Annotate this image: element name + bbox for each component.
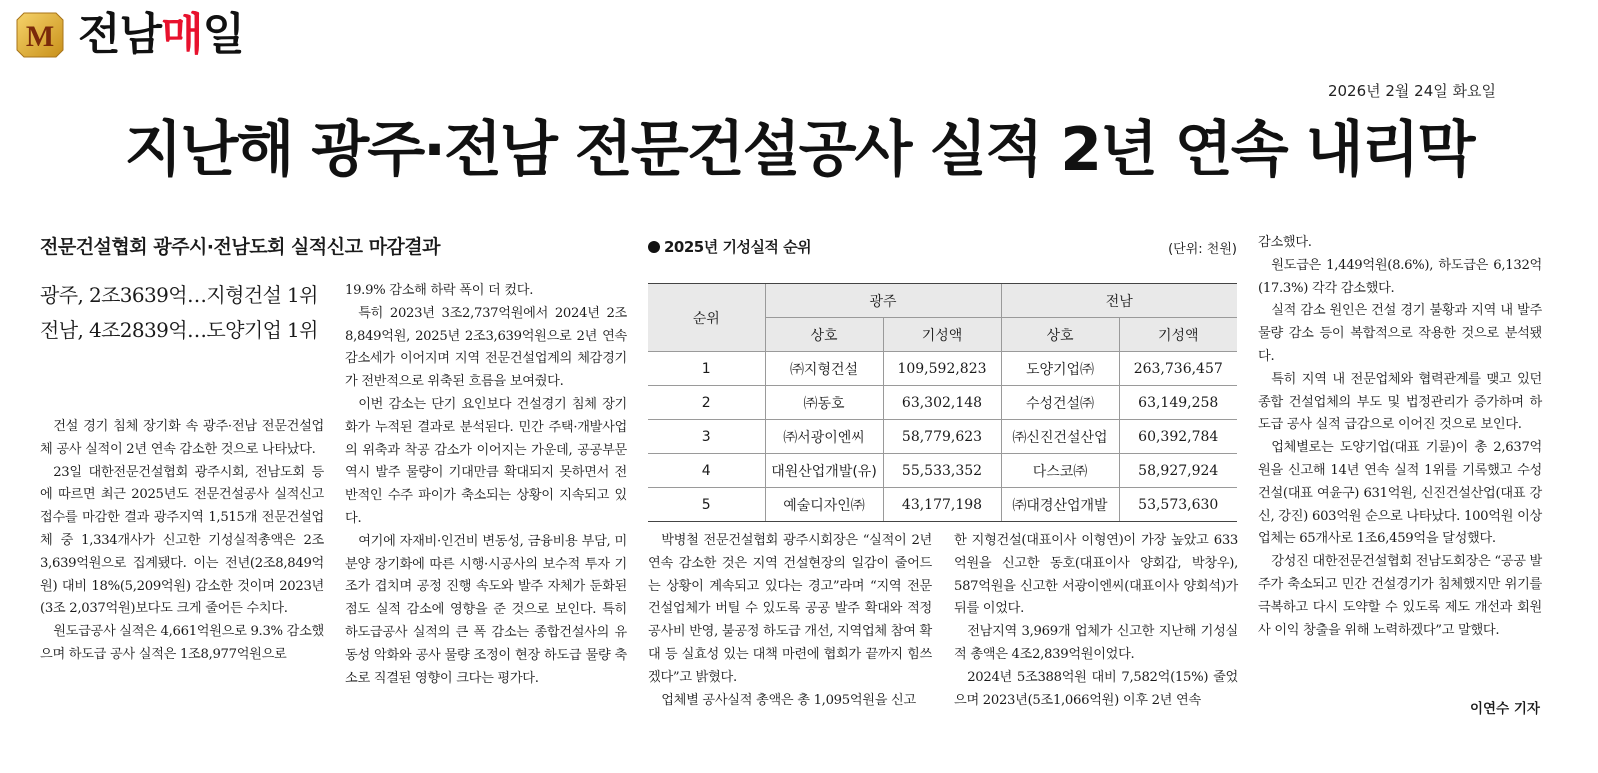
paragraph: 특히 2023년 3조2,737억원에서 2024년 2조8,849억원, 2025년 2조3,639억원으로 2년 연속 감소세가 이어지며 지역 전문건설업계의 체감경기가 전반적으로 위축된 흐름을 보여줬다. [345, 305, 627, 390]
paragraph: 업체별 공사실적 총액은 총 1,095억원을 신고 [661, 692, 916, 708]
paragraph: 23일 대한전문건설협회 광주시회, 전남도회 등에 따르면 최근 2025년도 전문건설공사 실적신고 접수를 마감한 결과 광주지역 1,515개 전문건설업체 중 1,334개사가 신고한 기성실적총액은 2조3,639억원으로 집계됐다. 이는 전년(2조8,849억원) 대비 18%(5,209억원) 감소한 것이며 2023년(3조 2,037억원)보다도 크게 줄어든 수치다. [40, 464, 324, 617]
table-row [648, 420, 1237, 454]
cell-company: 다스코㈜ [1001, 454, 1119, 488]
table-title [648, 236, 811, 257]
cell-rank: 5 [648, 488, 765, 522]
cell-company: ㈜대경산업개발 [1001, 488, 1119, 522]
paragraph: 전남지역 3,969개 업체가 신고한 지난해 기성실적 총액은 4조2,839억원이었다. [954, 624, 1238, 662]
cell-company: 도양기업㈜ [1001, 352, 1119, 386]
brand-name-part2: 일 [202, 9, 245, 60]
paragraph: 이번 감소는 단기 요인보다 건설경기 침체 장기화가 누적된 결과로 분석된다. 민간 주택·개발사업의 위축과 착공 감소가 이어지는 가운데, 공공부문 역시 발주 물량이 기대만큼 확대되지 못하면서 전반적인 수주 파이가 축소되는 상황이 지속되고 있다. [345, 396, 627, 526]
paragraph: 원도급공사 실적은 4,661억원으로 9.3% 감소했으며 하도급 공사 실적은 1조8,977억원으로 [40, 624, 324, 662]
bullet-icon [648, 241, 660, 253]
cell-company: ㈜동호 [765, 386, 883, 420]
cell-company: ㈜지형건설 [765, 352, 883, 386]
paragraph: 여기에 자재비·인건비 변동성, 금융비용 부담, 미분양 장기화에 따른 시행·시공사의 보수적 투자 기조가 겹치며 공정 진행 속도와 발주 자체가 둔화된 점도 실적 감소에 영향을 준 것으로 보인다. 특히 하도급공사 실적의 큰 폭 감소는 종합건설사의 유동성 악화와 공사 물량 조정이 현장 하도급 물량 축소로 직결된 영향이 크다는 평가다. [345, 533, 627, 686]
table-row [648, 386, 1237, 420]
article-column-1 [40, 416, 324, 667]
cell-amount: 43,177,198 [883, 488, 1001, 522]
cell-amount: 58,927,924 [1119, 454, 1237, 488]
cell-amount: 63,149,258 [1119, 386, 1237, 420]
cell-amount: 55,533,352 [883, 454, 1001, 488]
paragraph: 감소했다. [1258, 235, 1312, 250]
header-jeonnam: 전남 [1001, 284, 1237, 318]
header-gwangju: 광주 [765, 284, 1001, 318]
header-amount: 기성액 [883, 318, 1001, 352]
paragraph: 실적 감소 원인은 건설 경기 불황과 지역 내 발주 물량 감소 등이 복합적으로 작용한 것으로 분석됐다. [1258, 303, 1542, 364]
cell-amount: 53,573,630 [1119, 488, 1237, 522]
cell-amount: 58,779,623 [883, 420, 1001, 454]
cell-company: 수성건설㈜ [1001, 386, 1119, 420]
article-kicker: 전문건설협회 광주시·전남도회 실적신고 마감결과 [40, 236, 440, 258]
article-column-2 [345, 280, 627, 690]
brand-name-red: 매 [161, 9, 203, 60]
reporter-byline: 이연수 기자 [1470, 701, 1540, 717]
article-subhead: 광주, 2조3639억…지형건설 1위 [40, 283, 318, 307]
article-column-5 [1258, 232, 1542, 642]
brand-logo-icon[interactable] [16, 12, 64, 58]
paragraph: 원도급은 1,449억원(8.6%), 하도급은 6,132억(17.3%) 각각 감소했다. [1258, 257, 1542, 296]
issue-date: 2026년 2월 24일 화요일 [1327, 82, 1496, 100]
cell-company: 예술디자인㈜ [765, 488, 883, 522]
article-column-3 [648, 530, 932, 712]
article-subhead: 전남, 4조2839억…도양기업 1위 [40, 318, 318, 342]
paragraph: 박병철 전문건설협회 광주시회장은 “실적이 2년 연속 감소한 것은 지역 건설현장의 일감이 줄어드는 상황이 계속되고 있다는 경고”라며 “지역 전문건설업체가 버틸 수 있도록 공공 발주 확대와 적정공사비 반영, 불공정 하도급 개선, 지역업체 참여 확대 등 실효성 있는 대책 마련에 협회가 끝까지 힘쓰겠다”고 밝혔다. [648, 533, 932, 685]
cell-amount: 60,392,784 [1119, 420, 1237, 454]
cell-company: 대원산업개발(유) [765, 454, 883, 488]
cell-company: ㈜신진건설산업 [1001, 420, 1119, 454]
ranking-table [648, 283, 1237, 522]
paragraph: 2024년 5조388억원 대비 7,582억(15%) 줄었으며 2023년(5조1,066억원) 이후 2년 연속 [954, 669, 1238, 708]
cell-rank: 3 [648, 420, 765, 454]
paragraph: 한 지형건설(대표이사 이형연)이 가장 높았고 633억원을 신고한 동호(대표이사 양회갑, 박창우), 587억원을 신고한 서광이엔씨(대표이사 양회석)가 뒤를 이었다. [954, 533, 1238, 617]
cell-amount: 63,302,148 [883, 386, 1001, 420]
cell-company: ㈜서광이엔씨 [765, 420, 883, 454]
table-row [648, 454, 1237, 488]
paragraph: 특히 지역 내 전문업체와 협력관계를 맺고 있던 종합 건설업체의 부도 및 법정관리가 증가하며 하도급 공사 실적 급감으로 이어진 것으로 보인다. [1258, 371, 1542, 433]
article-headline: 지난해 광주·전남 전문건설공사 실적 2년 연속 내리막 [124, 115, 1474, 185]
paragraph: 19.9% 감소해 하락 폭이 더 컸다. [345, 283, 534, 298]
brand-name-part1: 전남 [78, 9, 162, 60]
paragraph: 건설 경기 침체 장기화 속 광주·전남 전문건설업체 공사 실적이 2년 연속 감소한 것으로 나타났다. [40, 419, 324, 457]
table-header-row [648, 284, 1237, 318]
header-company: 상호 [1001, 318, 1119, 352]
brand-name[interactable] [78, 8, 244, 62]
header-rank: 순위 [648, 284, 765, 352]
cell-rank: 1 [648, 352, 765, 386]
table-row [648, 488, 1237, 522]
article-column-4 [954, 530, 1238, 712]
header-amount: 기성액 [1119, 318, 1237, 352]
cell-amount: 109,592,823 [883, 352, 1001, 386]
table-row [648, 352, 1237, 386]
paragraph: 업체별로는 도양기업(대표 기륜)이 총 2,637억원을 신고해 14년 연속 실적 1위를 기록했고 수성건설(대표 여윤구) 631억원, 신진건설산업(대표 강신, 강진) 603억원 순으로 나타났다. 100억원 이상 업체는 65개사로 1조6,459억을 달성했다. [1258, 440, 1542, 547]
header-company: 상호 [765, 318, 883, 352]
table-unit: (단위: 천원) [1168, 242, 1237, 257]
cell-rank: 4 [648, 454, 765, 488]
cell-rank: 2 [648, 386, 765, 420]
paragraph: 강성진 대한전문건설협회 전남도회장은 “공공 발주가 축소되고 민간 건설경기가 침체했지만 위기를 극복하고 다시 도약할 수 있도록 제도 개선과 회원사 이익 창출을 위해 노력하겠다”고 말했다. [1258, 554, 1542, 638]
cell-amount: 263,736,457 [1119, 352, 1237, 386]
table-title-text: 2025년 기성실적 순위 [664, 238, 812, 256]
logo-letter: M [25, 20, 55, 53]
